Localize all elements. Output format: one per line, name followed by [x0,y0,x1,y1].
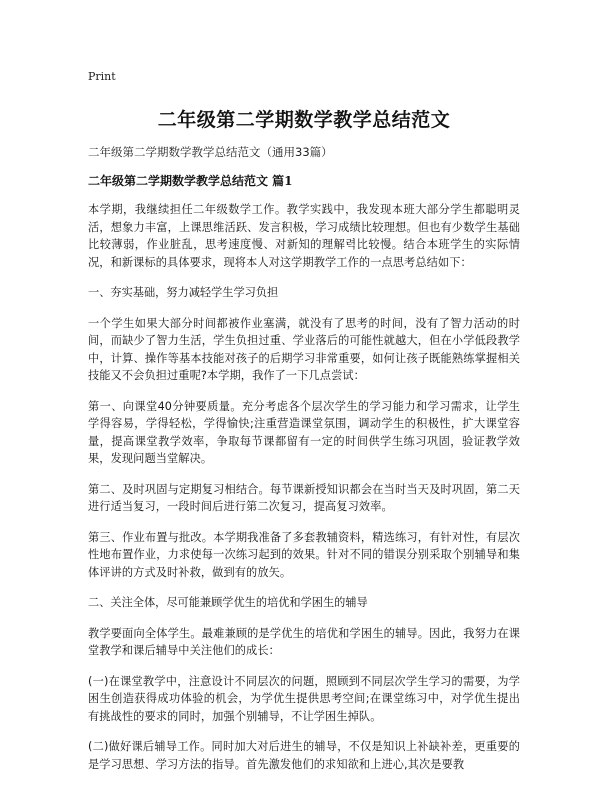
paragraph-burden: 一个学生如果大部分时间都被作业塞满，就没有了思考的时间，没有了智力活动的时间，而缺少了智力生活，学生负担过重、学业落后的可能性就越大，但在小学低段教学中，计算、操作等基本技能对孩子的后期学习非常重要，如何让孩子既能熟练掌握相关技能又不会负担过重呢?本学期，我作了一下几点尝试： [88,316,520,382]
document-subtitle: 二年级第二学期数学教学总结范文（通用33篇） [88,145,333,159]
paragraph-first-point: 第一、向课堂40分钟要质量。充分考虑各个层次学生的学习能力和学习需求，让学生学得容易，学得轻松，学得愉快;注重营造课堂氛围，调动学生的积极性，扩大课堂容量，提高课堂教学效率，争取每节课都留有一定的时间供学生练习巩固，验证教学效果，发现问题当堂解决。 [88,399,520,465]
page-title: 二年级第二学期数学教学总结范文 [157,109,451,131]
section-title: 二年级第二学期数学教学总结范文 篇1 [88,174,293,188]
paragraph-second-point: 第二、及时巩固与定期复习相结合。每节课新授知识都会在当时当天及时巩固，第二天进行适当复习，一段时间后进行第二次复习，提高复习效率。 [88,482,520,513]
heading-part-one: 一、夯实基础，努力减轻学生学习负担 [88,286,279,299]
paragraph-all-students: 教学要面向全体学生。最难兼顾的是学优生的培优和学困生的辅导。因此，我努力在课堂教学和课后辅导中关注他们的成长： [88,626,520,657]
paragraph-intro: 本学期，我继续担任二年级数学工作。教学实践中，我发现本班大部分学生都聪明灵活，想象力丰富，上课思维活跃、发言积极，学习成绩比较理想。但也有少数学生基础比较薄弱，作业脏乱，思考速度慢、对新知的理解력比较慢。结合本班学生的实际情况，和新课标的具体要求，现将本人对这学期教学工作的一点思考总结如下： [88,203,520,269]
document-page [88,70,520,786]
paragraph-classroom: (一)在课堂教学中，注意设计不同层次的问题，照顾到不同层次学生学习的需要，为学困生创造获得成功体验的机会，为学优生提供思考空间;在课堂练习中，对学优生提出有挑战性的要求的同时，加强个别辅导，不让学困生掉队。 [88,674,520,723]
paragraph-third-point: 第三、作业布置与批改。本学期我准备了多套教辅资料，精选练习，有针对性，有层次性地布置作业，力求使每一次练习起到的效果。针对不同的错误分别采取个别辅导和集体评讲的方式及时补救，做到有的放矢。 [88,530,520,579]
paragraph-after-class: (二)做好课后辅导工作。同时加大对后进生的辅导，不仅是知识上补缺补差，更重要的是学习思想、学习方法的指导。首先激发他们的求知欲和上进心,其次是要教 [88,740,520,771]
heading-part-two: 二、关注全体，尽可能兼顾学优生的培优和学困生的辅导 [88,596,368,609]
print-label[interactable]: Print [88,70,116,83]
